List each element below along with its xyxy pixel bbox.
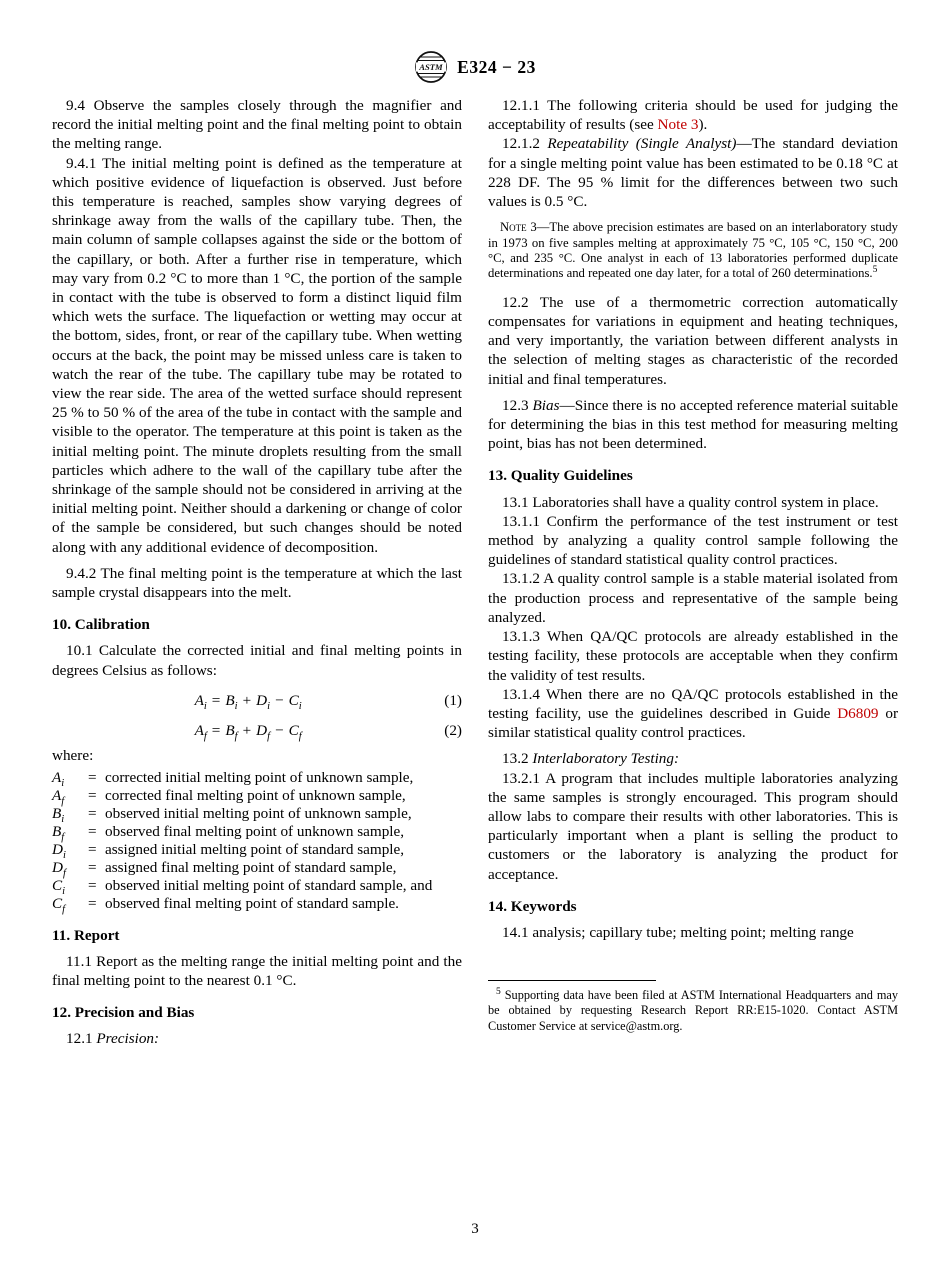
note-3-link[interactable]: Note 3 [657,116,699,134]
definition-row [52,769,462,787]
paragraph-9-4-2: 9.4.2 The final melting point is the temperature at which the last sample crystal disappears into the melt. [52,564,462,602]
text-segment: Repeatability (Single Analyst) [547,135,737,153]
paragraph-9-4-1: 9.4.1 The initial melting point is defined as the temperature at which positive evidence of liquefaction is observed. Just before this temperature is reached, samples show varying degrees of shrinkage away from the walls of the capillary tube. Then, the main column of sample collapses against the side or the bottom of the capillary, or both. After a further rise in temperature, which may vary from 0.2 °C to more than 1 °C, the portion of the sample in contact with the tube is observed to form a distinct liquid film which wets the surface. The liquefaction or wetting may occur at the bottom, sides, front, or rear of the capillary tube. When wetting occurs at the back, the point may be missed unless care is taken to watch the rear of the tube. The capillary tube may be rotated to view the rear side. The area of the wetted surface should represent 25 % to 50 % of the area of the tube in contact with the sample and visible to the operator. The temperature at this point is taken as the initial melting point. The minute droplets resulting from the small particles which adhere to the wall of the capillary tube after the shrinkage of the sample should not be considered in arriving at the initial melting point. Neither should a darkening or change of color of the sample be considered, but such changes should be noted along with any additional evidence of decomposition. [52,154,462,556]
definition-text: observed initial melting point of standard sample, and [105,876,433,894]
paragraph-12-2: 12.2 The use of a thermometric correction automatically compensates for variations in equipment and heating techniques, and very importantly, the variation between different analysts in the selection of melting stages as characteristic of the recorded initial and final temperatures. [488,293,898,388]
paragraph-13-2-1: 13.2.1 A program that includes multiple laboratories analyzing the same samples is strongly encouraged. This program should allow labs to compare their results with other laboratories. This is particularly important when a plant is selling the product to customers or the laboratory is analyzing the product for acceptance. [488,769,898,883]
text-segment: or similar statistical quality control practices. [488,704,898,742]
paragraph-14-1: 14.1 analysis; capillary tube; melting point; melting range [502,923,854,941]
footnote-rule [488,980,656,981]
definition-equals: = [88,804,97,822]
astm-logo-icon [414,50,448,84]
eq-subscript: f [203,731,207,743]
heading-precision-and-bias: 12. Precision and Bias [52,1004,195,1022]
eq-variable: D [256,691,268,709]
definition-symbol: $C_f$ [52,894,66,915]
definition-row [52,787,462,805]
definition-row [52,805,462,823]
right-column [488,96,898,1049]
definition-row [52,841,462,859]
eq-subscript: i [234,700,238,712]
definition-text: observed final melting point of unknown sample, [105,822,405,840]
footnote-block [488,980,898,1034]
definition-equals: = [88,894,97,912]
eq-subscript: f [267,731,271,743]
paragraph-12-1-2 [488,134,898,211]
eq-subscript: f [298,731,302,743]
paragraph-13-1: 13.1 Laboratories shall have a quality control system in place. [502,493,879,511]
text-segment: Note [500,220,527,235]
equation-2-expression [52,721,444,743]
definition-equals: = [88,840,97,858]
eq-variable: B [225,722,235,740]
definition-text: observed final melting point of standard sample. [105,894,399,912]
text-segment: 12.1 [66,1030,97,1048]
text-segment: Bias [532,396,560,414]
equation-1 [52,691,462,710]
definition-symbol: $C_i$ [52,876,66,897]
text-segment: 3—The above precision estimates are based on an interlaboratory study in 1973 on five samples melting at approximately 75 °C, 105 °C, 150 °C, 200 °C, and 235 °C. One analyst in each of 13 laboratories performed duplicate determinations and repeated one day later, for a total of 260 determinations. [488,220,898,281]
paragraph-12-3 [488,396,898,454]
paragraph-10-1: 10.1 Calculate the corrected initial and final melting points in degrees Celsius as follows: [52,642,462,679]
where-label: where: [52,747,94,765]
paragraph-13-1-4 [488,685,898,743]
eq-operator: + [242,722,252,740]
definition-text: observed initial melting point of unknown sample, [105,804,412,822]
heading-keywords: 14. Keywords [488,897,577,915]
footnote-5 [488,988,898,1034]
page-number: 3 [471,1221,479,1237]
paragraph-13-1-1: 13.1.1 Confirm the performance of the test instrument or test method by analyzing a quality control sample following the guidelines of standard statistical quality control practices. [488,512,898,569]
symbol-definition-list [52,769,462,913]
eq-operator: − [275,722,284,740]
heading-quality-guidelines: 13. Quality Guidelines [488,467,633,485]
paragraph-9-4: 9.4 Observe the samples closely through the magnifier and record the initial melting point and the final melting point to obtain the melting range. [52,97,462,153]
definition-row [52,877,462,895]
equation-1-expression [52,691,444,710]
definition-text: assigned initial melting point of standard sample, [105,840,405,858]
definition-equals: = [88,876,97,894]
definition-row [52,859,462,877]
paragraph-12-1-1 [488,96,898,134]
definition-symbol: $B_i$ [52,804,65,825]
eq-operator: − [275,691,284,709]
heading-report: 11. Report [52,926,120,944]
heading-calibration: 10. Calibration [52,616,150,634]
definition-equals: = [88,858,97,876]
definition-symbol: $D_i$ [52,840,66,861]
eq-subscript: i [267,700,271,712]
text-segment: 12.3 [502,396,533,414]
definition-text: corrected initial melting point of unknown sample, [105,768,414,786]
paragraph-12-1 [52,1029,462,1048]
note-3 [488,220,898,282]
equation-1-number: (1) [444,691,462,709]
text-segment: Precision: [96,1030,160,1048]
eq-variable: C [288,722,299,740]
definition-symbol: $A_i$ [52,768,65,789]
paragraph-13-1-2: 13.1.2 A quality control sample is a stable material isolated from the production process and representative of the sample being analyzed. [488,570,898,626]
text-segment: Supporting data have been filed at ASTM International Headquarters and may be obtained by requesting Research Report RR:E15-1020. Contact ASTM Customer Service at service@astm.org. [488,988,898,1033]
definition-equals: = [88,822,97,840]
equation-2 [52,721,462,743]
text-segment: Interlaboratory Testing: [532,750,680,768]
text-segment: —Since there is no accepted reference material suitable for determining the bias in this test method for measuring melting point, bias has not been determined. [488,396,898,453]
definition-symbol: $D_f$ [52,858,66,879]
eq-operator: = [211,691,221,709]
eq-subscript: f [234,731,238,743]
footnote-5-marker: 5 [496,987,501,998]
eq-variable: D [256,722,268,740]
eq-variable: A [194,691,204,709]
document-header [0,0,950,84]
definition-text: assigned final melting point of standard sample, [105,858,397,876]
eq-operator: + [242,691,252,709]
equation-2-number: (2) [444,722,462,740]
definition-row [52,895,462,913]
eq-subscript: i [298,700,302,712]
definition-text: corrected final melting point of unknown sample, [105,786,406,804]
text-segment: —The standard deviation for a single melting point value has been estimated to be 0.18 °C at 228 DF. The 95 % limit for the differences between two such values is 0.5 °C. [488,135,899,211]
text-segment: 13.1.4 When there are no QA/QC protocols established in the testing facility, use the guidelines described in Guide [488,685,898,722]
text-segment: 12.1.1 The following criteria should be used for judging the acceptability of results (see [488,97,898,134]
eq-variable: C [288,691,299,709]
left-column [52,96,462,1049]
eq-variable: A [194,722,204,740]
eq-subscript: i [203,700,207,712]
paragraph-11-1: 11.1 Report as the melting range the initial melting point and the final melting point to the nearest 0.1 °C. [52,952,462,989]
eq-variable: B [225,691,235,709]
definition-symbol: $A_f$ [52,786,65,807]
text-segment: 13.2 [502,750,533,768]
definition-equals: = [88,786,97,804]
footnote-5-marker: 5 [872,265,878,276]
definition-symbol: $B_f$ [52,822,65,843]
astm-logo-text: ASTM [419,61,443,72]
text-segment: ). [698,116,708,134]
d6809-link[interactable]: D6809 [837,704,879,722]
paragraph-13-1-3: 13.1.3 When QA/QC protocols are already established in the testing facility, these protocols are acceptable when they confirm the validity of test results. [488,628,898,684]
two-column-body [0,84,950,1049]
paragraph-13-2 [488,749,898,768]
eq-operator: = [211,722,221,740]
definition-row [52,823,462,841]
standard-designation: E324 − 23 [457,56,536,77]
text-segment: 12.1.2 [502,135,548,153]
definition-equals: = [88,768,97,786]
